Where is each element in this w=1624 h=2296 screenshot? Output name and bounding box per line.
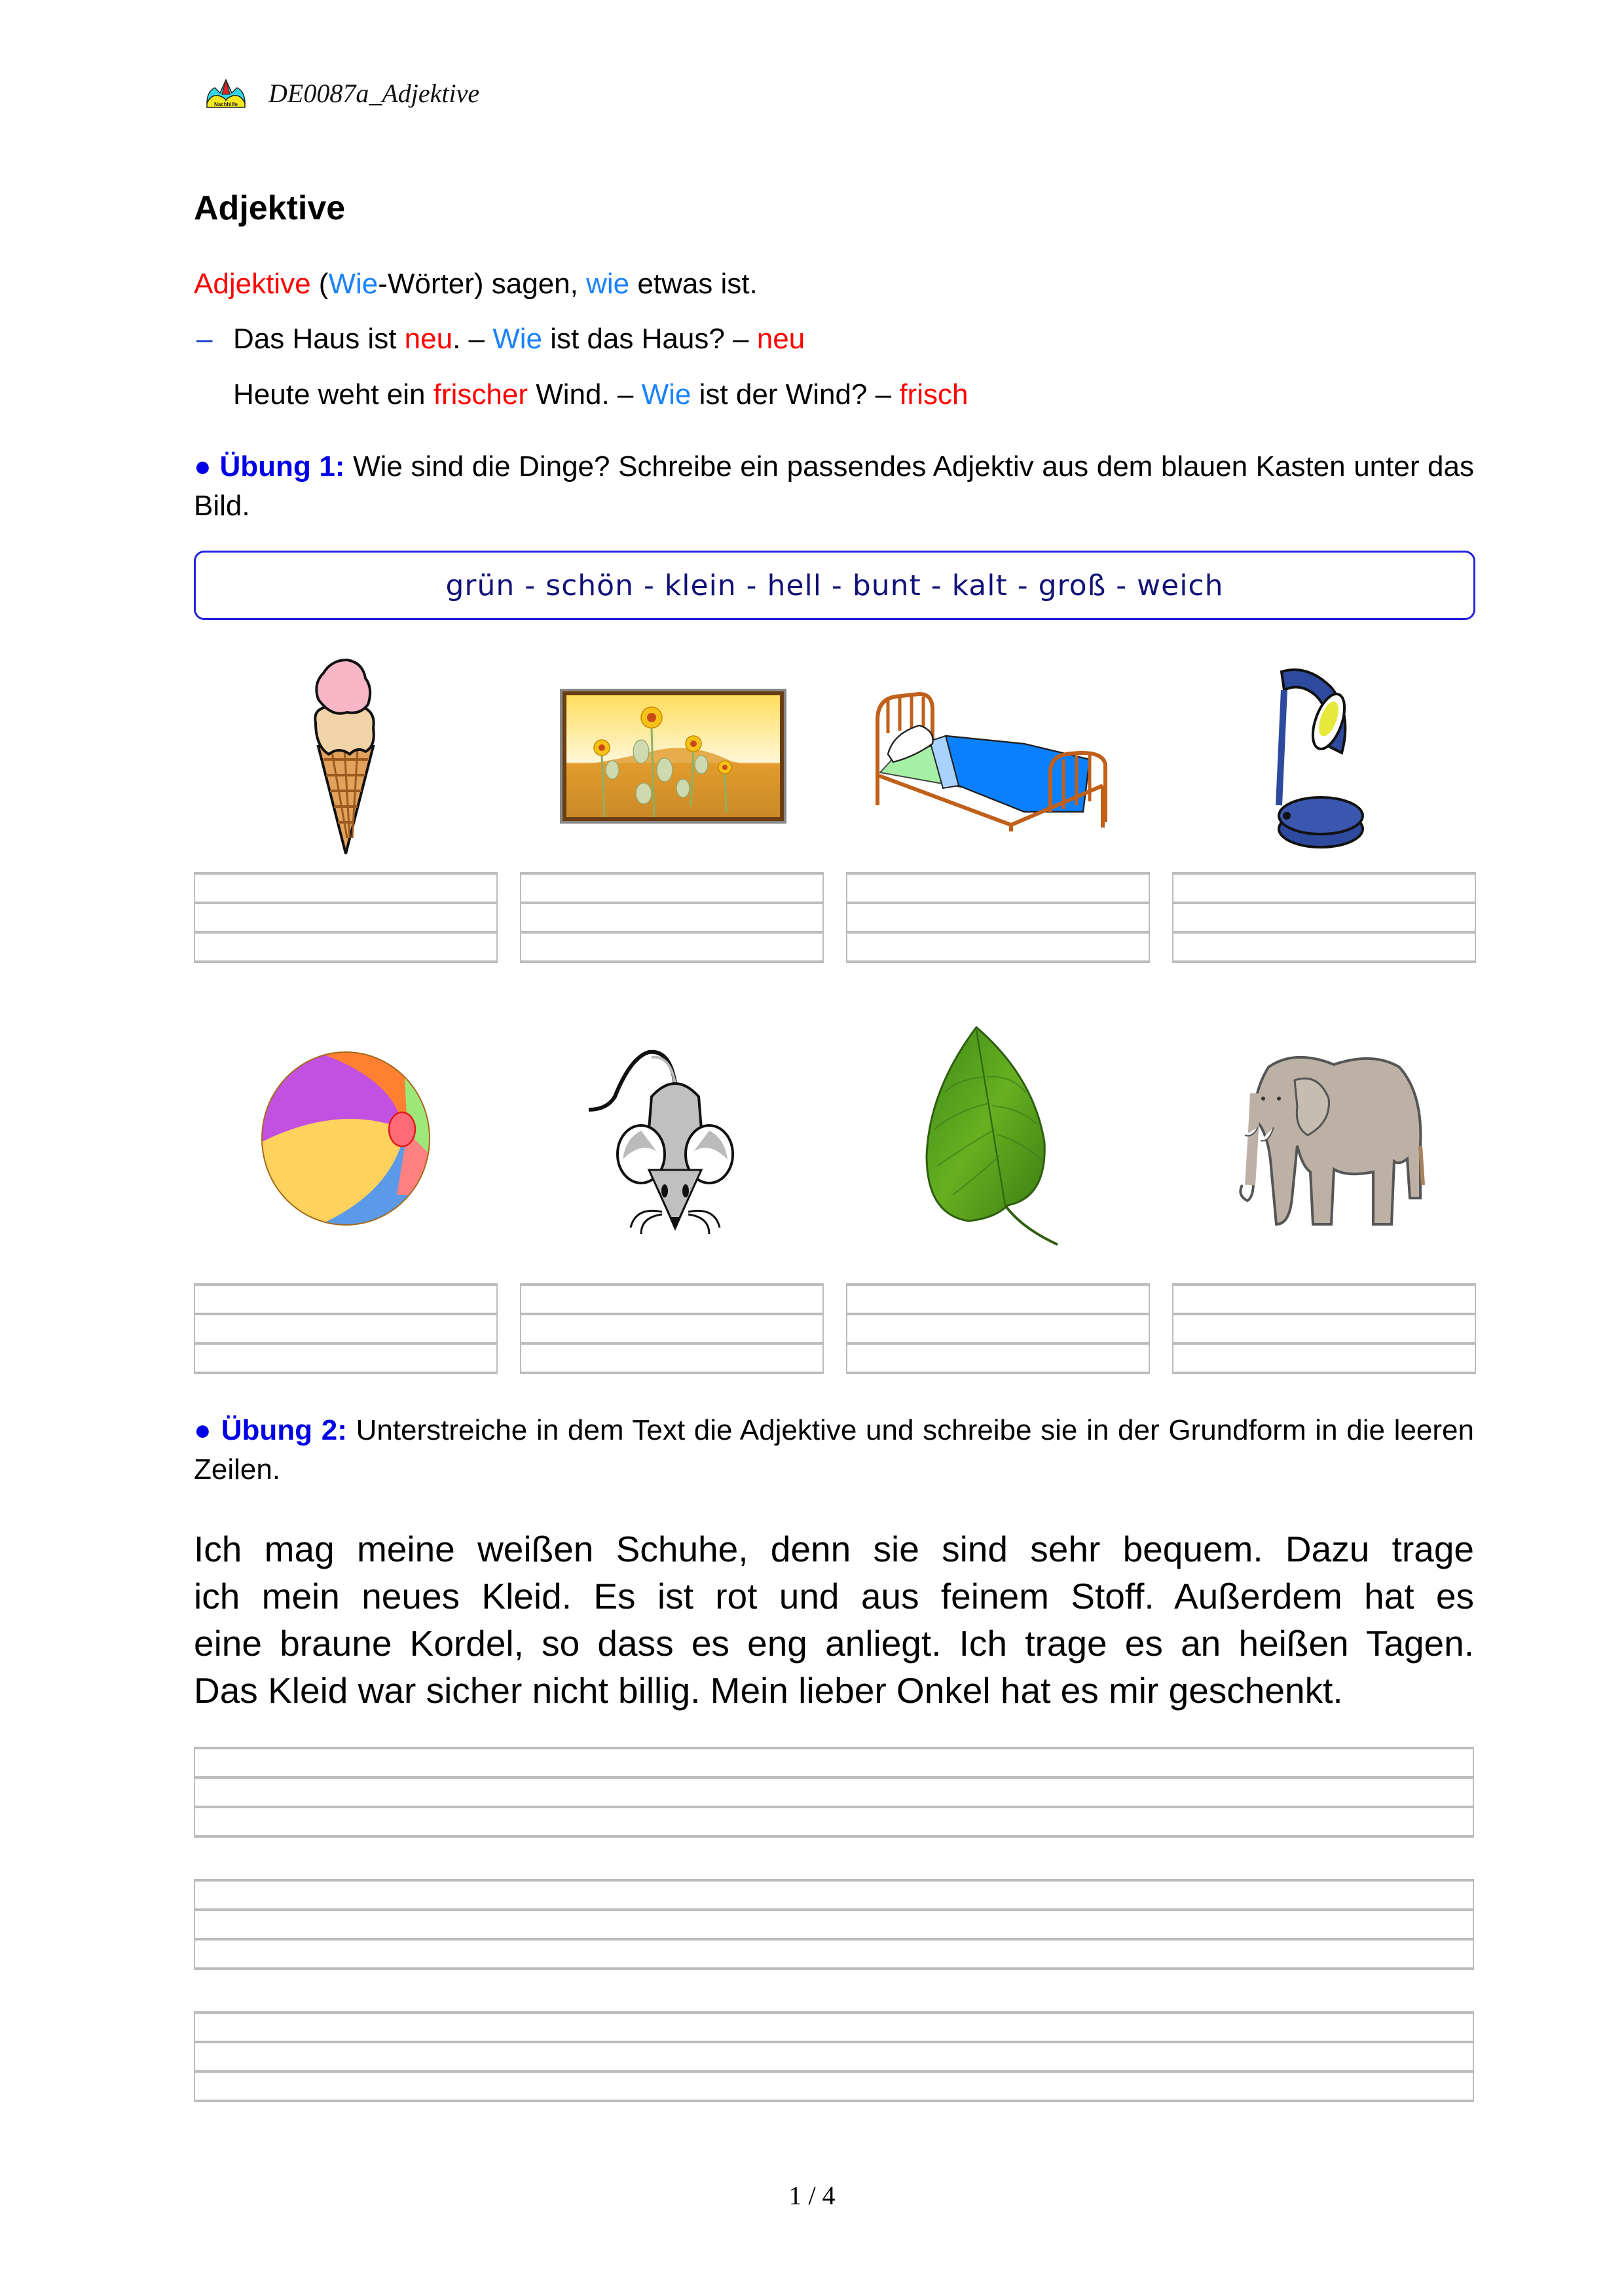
story-line: Das Kleid war sicher nicht billig. Mein lieber Onkel hat es mir geschenkt. (194, 1670, 1343, 1711)
story-line: eine braune Kordel, so dass es eng anliegt. Ich trage es an heißen Tagen. (194, 1623, 1474, 1664)
mouse-icon (583, 1044, 760, 1234)
picture-elephant (1172, 1028, 1476, 1250)
intro-adjektive: Adjektive (194, 268, 311, 300)
svg-text:Nachhilfe: Nachhilfe (213, 101, 238, 107)
exercise-1-label: Übung 1: (219, 450, 345, 483)
answer-lines-block-1[interactable] (194, 1747, 1474, 1838)
exercise-2-instruction: ● Übung 2: Unterstreiche in dem Text die Adjektive und schreibe sie in der Grundform in die leeren Zeilen. (194, 1414, 1474, 1485)
picture-ice-cream (194, 651, 498, 861)
picture-ball (194, 1028, 498, 1250)
ice-cream-cone-icon (300, 655, 392, 858)
exercise-2-label: Übung 2: (221, 1414, 347, 1446)
answer-lines-elephant[interactable] (1172, 1283, 1476, 1374)
answer-lines-block-3[interactable] (194, 2011, 1474, 2102)
document-id: DE0087a_Adjektive (268, 78, 480, 108)
picture-painting (521, 651, 825, 861)
story-line: ich mein neues Kleid. Es ist rot und aus feinem Stoff. Außerdem hat es (194, 1576, 1474, 1616)
desk-lamp-icon (1268, 661, 1380, 851)
picture-lamp (1172, 651, 1476, 861)
page-title: Adjektive (194, 189, 346, 227)
exercise-1-bullet: ● (194, 450, 212, 483)
answer-lines-block-2[interactable] (194, 1879, 1474, 1970)
word-box-text: grün - schön - klein - hell - bunt - kalt - groß - weich (445, 568, 1224, 602)
page-header (206, 73, 479, 113)
intro-wie-word: Wie (328, 268, 378, 300)
story-paragraph (194, 1525, 1474, 1714)
adjective-word-box (194, 551, 1475, 620)
elephant-icon (1216, 1041, 1432, 1237)
exercise-2-bullet: ● (194, 1414, 213, 1446)
intro-wie-lower: wie (586, 268, 630, 300)
leaf-icon (916, 1025, 1080, 1247)
picture-bed (846, 651, 1150, 861)
answer-lines-painting[interactable] (520, 872, 824, 963)
beach-ball-icon (261, 1051, 431, 1228)
exercise-1-instruction: ● Übung 1: Wie sind die Dinge? Schreibe ein passendes Adjektiv aus dem blauen Kasten unter das Bild. (194, 450, 1475, 522)
example-1: Das Haus ist neu. – Wie ist das Haus? – neu (233, 323, 805, 355)
page-number: 1 / 4 (788, 2181, 836, 2210)
answer-lines-bed[interactable] (846, 872, 1150, 963)
sunflower-painting-icon (560, 689, 786, 824)
answer-lines-leaf[interactable] (846, 1283, 1150, 1374)
example-2: Heute weht ein frischer Wind. – Wie ist der Wind? – frisch (233, 378, 969, 410)
picture-mouse (520, 1028, 824, 1250)
answer-lines-ice-cream[interactable] (194, 872, 498, 963)
answer-lines-lamp[interactable] (1172, 872, 1476, 963)
nachhilfe-logo-icon (206, 77, 246, 109)
bed-icon (867, 681, 1129, 831)
answer-lines-mouse[interactable] (520, 1283, 824, 1374)
story-line: Ich mag meine weißen Schuhe, denn sie sind sehr bequem. Dazu trage (194, 1529, 1474, 1569)
intro-sentence: Adjektive (Wie-Wörter) sagen, wie etwas ist. (194, 268, 758, 300)
answer-lines-ball[interactable] (194, 1283, 498, 1374)
picture-leaf (846, 1021, 1150, 1250)
example-bullet: – (196, 323, 213, 355)
